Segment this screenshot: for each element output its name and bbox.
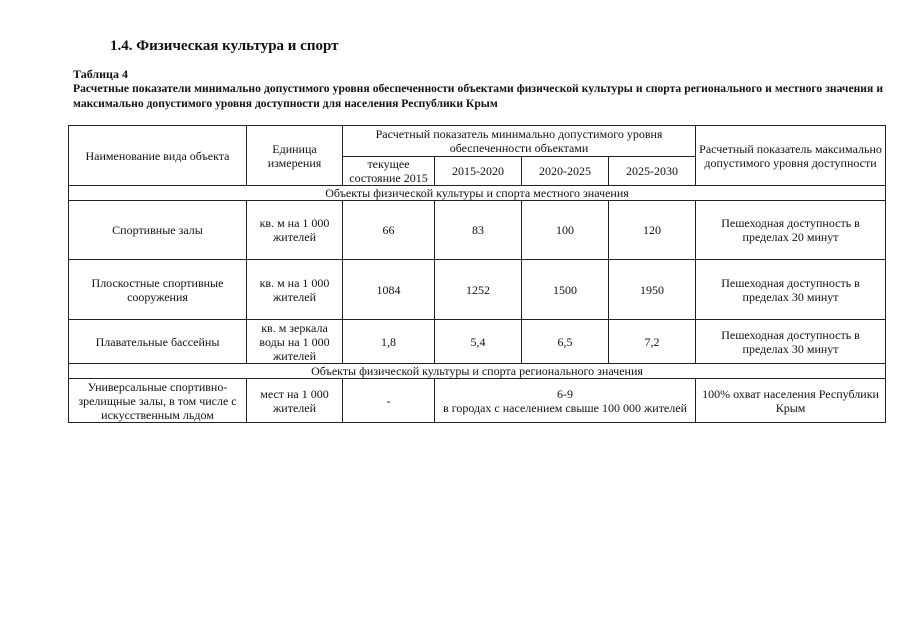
cell-unit: кв. м на 1 000 жителей [247, 260, 343, 320]
cell-value-range [435, 379, 696, 423]
cell-object-name: Спортивные залы [69, 201, 247, 260]
header-min-level: Расчетный показатель минимально допустимого уровня обеспеченности объектами [343, 126, 696, 157]
header-max-access: Расчетный показатель максимально допустимого уровня доступности [696, 126, 886, 186]
cell-value-current: - [343, 379, 435, 423]
cell-value-current: 1,8 [343, 320, 435, 364]
header-unit: Единица измерения [247, 126, 343, 186]
section-title: 1.4. Физическая культура и спорт [110, 38, 339, 54]
cell-unit: кв. м на 1 000 жителей [247, 201, 343, 260]
cell-value-current: 66 [343, 201, 435, 260]
cell-value-2020-2025: 100 [522, 201, 609, 260]
cell-unit: кв. м зеркала воды на 1 000 жителей [247, 320, 343, 364]
cell-unit: мест на 1 000 жителей [247, 379, 343, 423]
section-regional: Объекты физической культуры и спорта регионального значения [69, 364, 886, 379]
section-local: Объекты физической культуры и спорта местного значения [69, 186, 886, 201]
table-row [69, 379, 886, 423]
cell-value-2015-2020: 5,4 [435, 320, 522, 364]
cell-value-current: 1084 [343, 260, 435, 320]
header-row [69, 126, 886, 157]
cell-object-name: Плоскостные спортивные сооружения [69, 260, 247, 320]
cell-object-name: Плавательные бассейны [69, 320, 247, 364]
cell-value-2025-2030: 120 [609, 201, 696, 260]
cell-value-2015-2020: 1252 [435, 260, 522, 320]
cell-value-2025-2030: 1950 [609, 260, 696, 320]
cell-access: Пешеходная доступность в пределах 30 минут [696, 320, 886, 364]
cell-object-name: Универсальные спортивно-зрелищные залы, в том числе с искусственным льдом [69, 379, 247, 423]
header-object-type: Наименование вида объекта [69, 126, 247, 186]
cell-value-2020-2025: 1500 [522, 260, 609, 320]
table-row [69, 260, 886, 320]
header-period-2025-2030: 2025-2030 [609, 157, 696, 186]
table-caption: Таблица 4 [73, 67, 128, 81]
range-value: 6-9 [557, 386, 574, 401]
header-period-2020-2025: 2020-2025 [522, 157, 609, 186]
cell-access: Пешеходная доступность в пределах 30 минут [696, 260, 886, 320]
section-row-regional [69, 364, 886, 379]
cell-access: 100% охват населения Республики Крым [696, 379, 886, 423]
header-period-current: текущее состояние 2015 [343, 157, 435, 186]
cell-value-2025-2030: 7,2 [609, 320, 696, 364]
table-row [69, 320, 886, 364]
norms-table [68, 125, 886, 423]
range-note: в городах с населением свыше 100 000 жителей [443, 400, 687, 415]
cell-access: Пешеходная доступность в пределах 20 минут [696, 201, 886, 260]
table-description: Расчетные показатели минимально допустимого уровня обеспеченности объектами физической культуры и спорта регионального и местного значения и максимально допустимого уровня доступности для населения Республики Крым [73, 82, 883, 110]
section-row-local [69, 186, 886, 201]
header-period-2015-2020: 2015-2020 [435, 157, 522, 186]
table-row [69, 201, 886, 260]
cell-value-2020-2025: 6,5 [522, 320, 609, 364]
cell-value-2015-2020: 83 [435, 201, 522, 260]
